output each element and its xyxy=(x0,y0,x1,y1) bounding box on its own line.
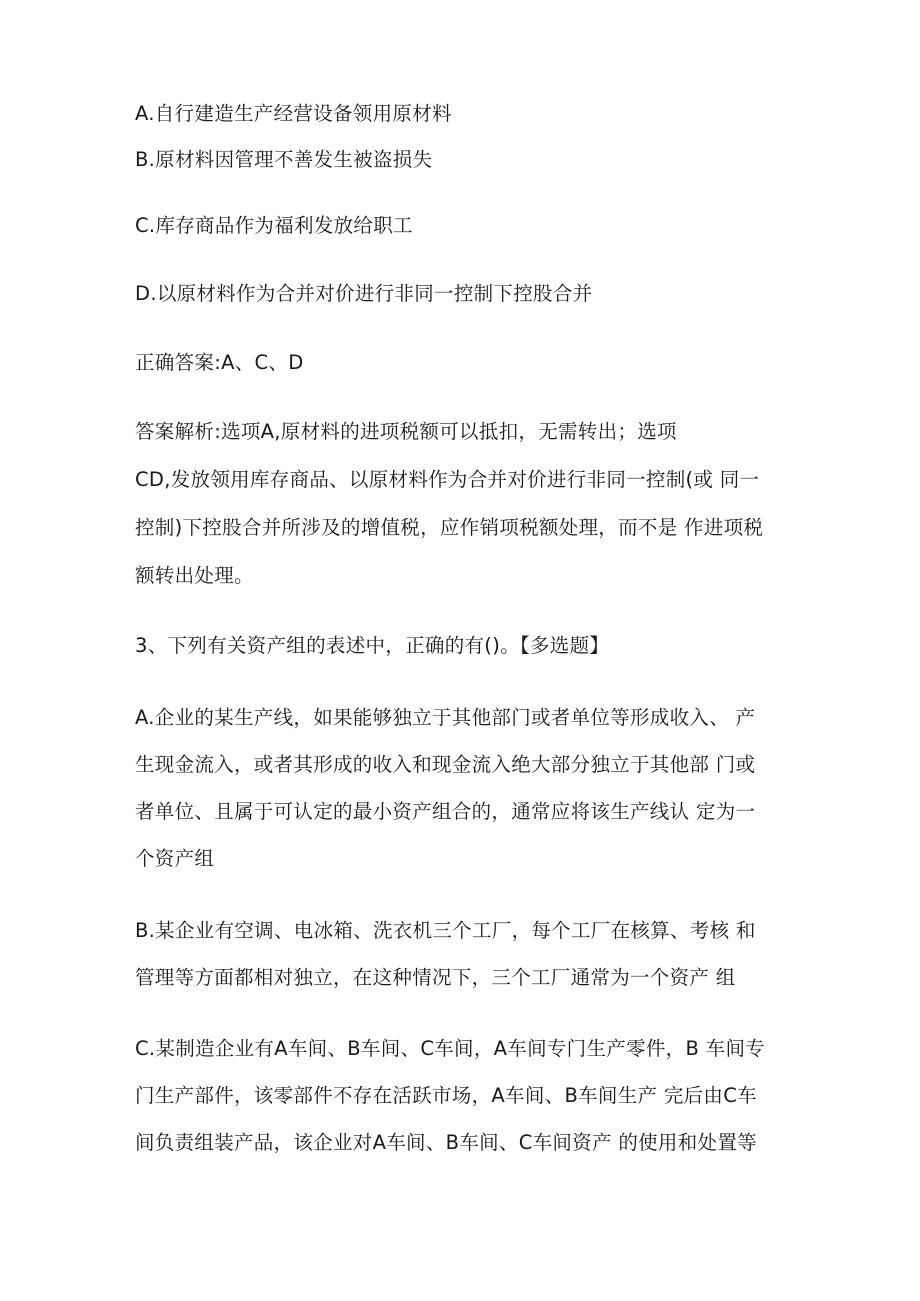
q3-option-b-line: B.某企业有空调、电冰箱、洗衣机三个工厂，每个工厂在核算、考核 和 xyxy=(135,919,756,942)
q2-option-a: A.自行建造生产经营设备领用原材料 xyxy=(135,102,452,125)
q2-option-b: B.原材料因管理不善发生被盗损失 xyxy=(135,148,433,171)
q3-option-a-line: 者单位、且属于可认定的最小资产组合的，通常应将该生产线认 定为一 xyxy=(135,800,756,823)
q2-option-c: C.库存商品作为福利发放给职工 xyxy=(135,214,413,237)
q3-option-c-line: 门生产部件，该零部件不存在活跃市场，A车间、B车间生产 完后由C车 xyxy=(135,1084,757,1107)
q2-analysis-line: 额转出处理。 xyxy=(135,564,254,587)
q3-option-b-line: 管理等方面都相对独立，在这种情况下，三个工厂通常为一个资产 组 xyxy=(135,966,736,989)
q3-option-c-line: 间负责组装产品，该企业对A车间、B车间、C车间资产 的使用和处置等 xyxy=(135,1131,757,1154)
q2-correct-answer: 正确答案:A、C、D xyxy=(135,351,304,374)
q2-analysis-line: CD,发放领用库存商品、以原材料作为合并对价进行非同一控制(或 同一 xyxy=(135,468,760,491)
q2-option-d: D.以原材料作为合并对价进行非同一控制下控股合并 xyxy=(135,282,593,305)
q3-option-a-line: A.企业的某生产线，如果能够独立于其他部门或者单位等形成收入、 产 xyxy=(135,706,756,729)
q2-analysis-line: 控制)下控股合并所涉及的增值税，应作销项税额处理，而不是 作进项税 xyxy=(135,516,764,539)
q2-analysis-line: 答案解析:选项A,原材料的进项税额可以抵扣，无需转出；选项 xyxy=(135,420,677,443)
q3-stem: 3、下列有关资产组的表述中，正确的有()。【多选题】 xyxy=(135,634,610,657)
q3-option-c-line: C.某制造企业有A车间、B车间、C车间，A车间专门生产零件，B 车间专 xyxy=(135,1037,766,1060)
q3-option-a-line: 生现金流入，或者其形成的收入和现金流入绝大部分独立于其他部 门或 xyxy=(135,753,756,776)
q3-option-a-line: 个资产组 xyxy=(135,847,215,870)
